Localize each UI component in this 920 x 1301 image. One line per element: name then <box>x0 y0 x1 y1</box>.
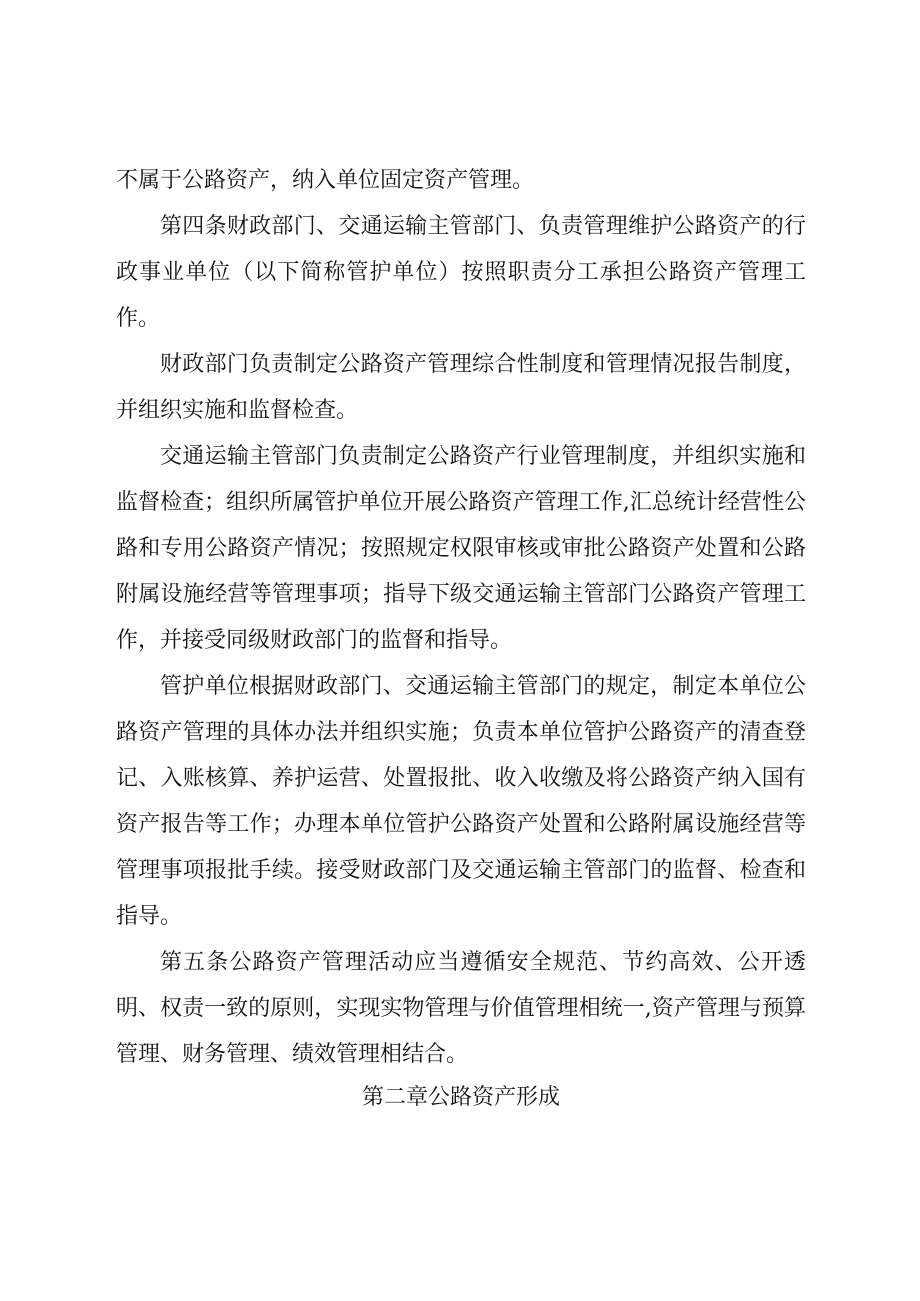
article-4-paragraph <box>116 204 806 342</box>
document-body <box>116 158 806 1118</box>
article-4-text: 财政部门、交通运输主管部门、负责管理维护公路资产的行政事业单位（以下简称管护单位）按照职责分工承担公路资产管理工作。 <box>116 214 806 331</box>
paragraph-1-text: 不属于公路资产，纳入单位固定资产管理。 <box>116 168 535 193</box>
paragraph-1 <box>116 158 806 204</box>
article-5-text: 公路资产管理活动应当遵循安全规范、节约高效、公开透明、权责一致的原则，实现实物管理与价值管理相统一,资产管理与预算管理、财务管理、绩效管理相结合。 <box>116 950 806 1067</box>
finance-dept-paragraph <box>116 342 806 434</box>
paragraph-4-text: 交通运输主管部门负责制定公路资产行业管理制度，并组织实施和监督检查；组织所属管护单位开展公路资产管理工作,汇总统计经营性公路和专用公路资产情况；按照规定权限审核或审批公路资产处置和公路附属设施经营等管理事项；指导下级交通运输主管部门公路资产管理工作，并接受同级财政部门的监督和指导。 <box>116 444 806 653</box>
article-5-paragraph <box>116 940 806 1078</box>
transport-dept-paragraph <box>116 434 806 664</box>
maintenance-unit-paragraph <box>116 664 806 940</box>
article-5-label: 第五条 <box>160 950 230 975</box>
paragraph-5-text: 管护单位根据财政部门、交通运输主管部门的规定，制定本单位公路资产管理的具体办法并组织实施；负责本单位管护公路资产的清查登记、入账核算、养护运营、处置报批、收入收缴及将公路资产纳入国有资产报告等工作；办理本单位管护公路资产处置和公路附属设施经营等管理事项报批手续。接受财政部门及交通运输主管部门的监督、检查和指导。 <box>116 674 806 929</box>
article-4-label: 第四条 <box>160 214 227 239</box>
chapter-heading: 第二章公路资产形成 <box>361 1085 560 1110</box>
paragraph-3-text: 财政部门负责制定公路资产管理综合性制度和管理情况报告制度，并组织实施和监督检查。 <box>116 352 806 423</box>
